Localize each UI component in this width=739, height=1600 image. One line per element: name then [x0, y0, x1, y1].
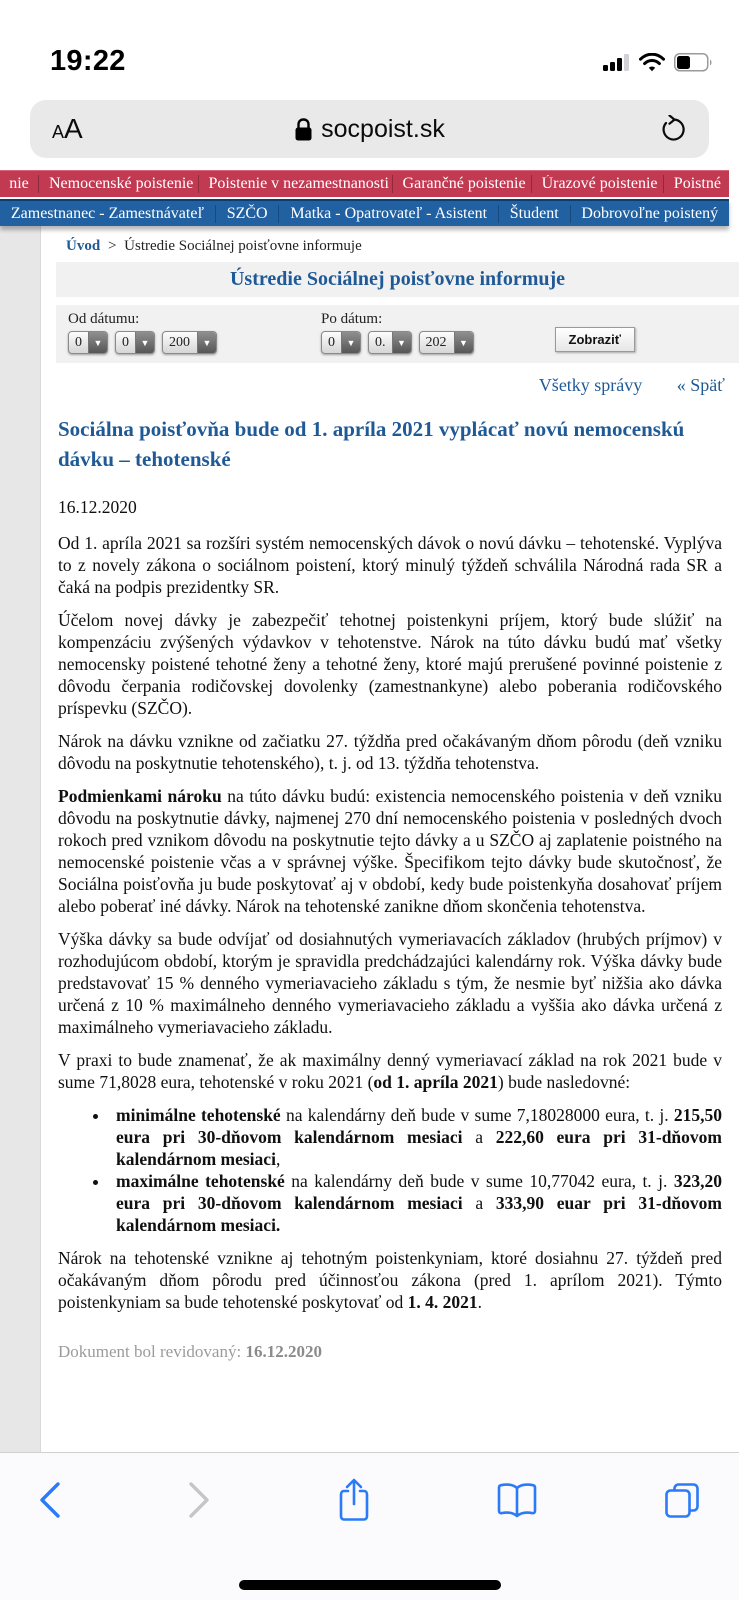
article-paragraph: Podmienkami nároku na túto dávku budú: existencia nemocenského poistenia v deň vzniku dôvodu na poskytnutie dávky, najmenej 270 dní nemocenského poistenia v posledných dvoch rokoch pred vznikom dôvodu na poskytnutie tejto dávky a u SZČO aj zaplatenie poistného na nemocenské poistenie včas a v správnej výške. Špecifikom tejto dávky bude skutočnosť, že Sociálna poisťovňa ju bude poskytovať aj v období, kedy bude poistenkyňa dosahovať príjem alebo poberať iné dávky. Nárok na tehotenské zanikne dňom skončenia tehotenstva.: [58, 786, 723, 916]
breadcrumb: [41, 234, 739, 262]
date-select-value: 200: [169, 334, 190, 350]
chevron-down-icon[interactable]: ▼: [88, 332, 107, 353]
article-paragraph: Nárok na tehotenské vznikne aj tehotným poistenkyniam, ktoré dosiahnu 27. týždeň pred očakávaným dňom pôrodu pred účinnosťou zákona (pred 1. aprílom 2021). Týmto poistenkyniam sa bude tehotenské poskytovať od 1. 4. 2021.: [58, 1248, 722, 1312]
article-list: [58, 1104, 722, 1236]
nav-item--razov-poistenie[interactable]: Úrazové poistenie: [531, 175, 663, 193]
subnav-item--tudent[interactable]: Študent: [498, 205, 570, 223]
article-paragraph: Výška dávky sa bude odvíjať od dosiahnutých vymeriavacích základov (hrubých príjmov) v rozhodujúcom období, ktorým je spravidla predchádzajúci kalendárny rok. Výška dávky bude predstavovať 15 % denného vymeriavacieho základu s tým, že nesmie byť nižšia ako dávka určená z 10 % maximálneho denného vymeriavacieho základu a vyššia ako dávka určená z maximálneho vymeriavacieho základu.: [58, 929, 722, 1037]
date-select[interactable]: [68, 331, 108, 354]
reload-button[interactable]: [660, 115, 687, 144]
nav-item-poistenie-v-nezamestnanosti[interactable]: Poistenie v nezamestnanosti: [198, 175, 392, 193]
wifi-icon: [639, 53, 665, 72]
address-bar[interactable]: [30, 100, 709, 158]
list-item: • minimálne tehotenské na kalendárny deň bude v sume 7,18028000 eura, t. j. 215,50 eura pri 30-dňovom kalendárnom mesiaci a 222,60 eura pri 31-dňovom kalendárnom mesiaci,: [110, 1104, 722, 1170]
url-text: socpoist.sk: [321, 114, 445, 143]
article: [41, 414, 739, 1363]
date-filter-panel: [56, 305, 739, 363]
share-icon[interactable]: [337, 1477, 371, 1523]
article-date: 16.12.2020: [58, 497, 137, 517]
article-body: [58, 532, 722, 1313]
tabs-icon[interactable]: [663, 1481, 701, 1519]
date-select-value: 0.: [375, 334, 386, 350]
article-paragraph: Nárok na dávku vznikne od začiatku 27. týždňa pred očakávaným dňom pôrodu (deň vzniku dôvodu na poskytnutie tehotenského), t. j. od 13. týždňa tehotenstva.: [58, 731, 722, 773]
breadcrumb-current: Ústredie Sociálnej poisťovne informuje: [124, 238, 362, 254]
chevron-down-icon[interactable]: ▼: [454, 332, 473, 353]
revision-label: Dokument bol revidovaný:: [58, 1342, 246, 1361]
home-indicator[interactable]: [239, 1580, 501, 1590]
nav-item-nie[interactable]: nie: [9, 175, 29, 192]
from-date-group: [68, 311, 224, 354]
date-select-value: 0: [75, 334, 82, 350]
all-news-link[interactable]: Všetky správy: [538, 375, 643, 395]
forward-icon: [187, 1481, 211, 1519]
subnav-item-zamestnanec-zamestn-vate-[interactable]: Zamestnanec - Zamestnávateľ: [10, 204, 204, 222]
clock: 19:22: [50, 45, 126, 77]
date-select-value: 0: [328, 334, 335, 350]
nav-item-poistn-[interactable]: Poistné: [663, 175, 729, 193]
section-title: Ústredie Sociálnej poisťovne informuje: [56, 262, 739, 297]
chevron-down-icon[interactable]: ▼: [135, 332, 154, 353]
status-bar: [0, 0, 739, 88]
date-select-value: 202: [425, 334, 447, 350]
article-paragraph: Účelom novej dávky je zabezpečiť tehotnej poistenkyni príjem, ktorý bude slúžiť na kompenzáciu zvýšených výdavkov v tehotenstve. Nárok na túto dávku budú mať všetky nemocensky poistené tehotné ženy a tehotné ženy, ktoré majú prerušené povinné poistenie z dôvodu čerpania rodičovskej dovolenky (zamestnankyne) alebo poberania rodičovského príspevku (SZČO).: [58, 610, 722, 718]
date-select[interactable]: [115, 331, 155, 354]
battery-icon: [674, 53, 713, 72]
breadcrumb-home-link[interactable]: Úvod: [66, 238, 101, 254]
show-button[interactable]: Zobraziť: [555, 327, 635, 352]
page-content: [40, 226, 739, 1452]
subnav-item-sz-o[interactable]: SZČO: [215, 205, 279, 223]
secondary-nav: [0, 199, 729, 226]
date-select[interactable]: [368, 331, 412, 354]
cellular-signal-icon: [603, 54, 630, 72]
back-icon[interactable]: [38, 1481, 62, 1519]
article-paragraph: Od 1. apríla 2021 sa rozšíri systém nemocenských dávok o novú dávku – tehotenské. Vyplýva to z novely zákona o sociálnom poistení, ktorý minulý týždeň schválila Národná rada SR a čaká na podpis prezidentky SR.: [58, 533, 722, 597]
safari-address-row: [0, 88, 739, 170]
date-select-value: 0: [122, 334, 129, 350]
to-date-label: Po dátum:: [321, 311, 383, 327]
to-date-group: [321, 311, 481, 354]
list-item: • maximálne tehotenské na kalendárny deň bude v sume 10,77042 eura, t. j. 323,20 eura pri 30-dňovom kalendárnom mesiaci a 333,90 euar pri 31-dňovom kalendárnom mesiaci.: [110, 1170, 722, 1236]
date-select[interactable]: [321, 331, 361, 354]
status-icons: [603, 53, 713, 78]
web-page: [0, 226, 739, 1452]
breadcrumb-separator: >: [107, 238, 117, 254]
article-links: [41, 363, 739, 396]
chevron-down-icon[interactable]: ▼: [197, 332, 216, 353]
article-paragraph: V praxi to bude znamenať, že ak maximálny denný vymeriavací základ na rok 2021 bude v sume 71,8028 eura, tehotenské v roku 2021 (od 1. apríla 2021) bude nasledovné:: [58, 1050, 722, 1092]
article-title: Sociálna poisťovňa bude od 1. apríla 2021 vyplácať novú nemocenskú dávku – tehotenské: [58, 417, 685, 471]
safari-toolbar: [0, 1452, 739, 1600]
chevron-down-icon[interactable]: ▼: [392, 332, 411, 353]
subnav-item-matka-opatrovate-asistent[interactable]: Matka - Opatrovateľ - Asistent: [278, 205, 497, 223]
chevron-down-icon[interactable]: ▼: [341, 332, 360, 353]
lock-icon: [294, 117, 313, 142]
revision-date: 16.12.2020: [245, 1342, 322, 1361]
nav-item-nemocensk-poistenie[interactable]: Nemocenské poistenie: [38, 175, 198, 193]
bookmarks-icon[interactable]: [496, 1482, 538, 1518]
nav-item-garan-n-poistenie[interactable]: Garančné poistenie: [392, 175, 531, 193]
date-select[interactable]: [162, 331, 217, 354]
date-select[interactable]: [419, 331, 474, 354]
from-date-label: Od dátumu:: [68, 311, 140, 327]
primary-nav: [0, 170, 729, 197]
back-link[interactable]: « Späť: [676, 375, 725, 395]
revision-note: [58, 1341, 722, 1363]
subnav-item-dobrovo-ne-poisten-[interactable]: Dobrovoľne poistený: [570, 205, 729, 223]
text-size-button[interactable]: AA: [52, 113, 83, 144]
url-display[interactable]: [30, 115, 709, 144]
